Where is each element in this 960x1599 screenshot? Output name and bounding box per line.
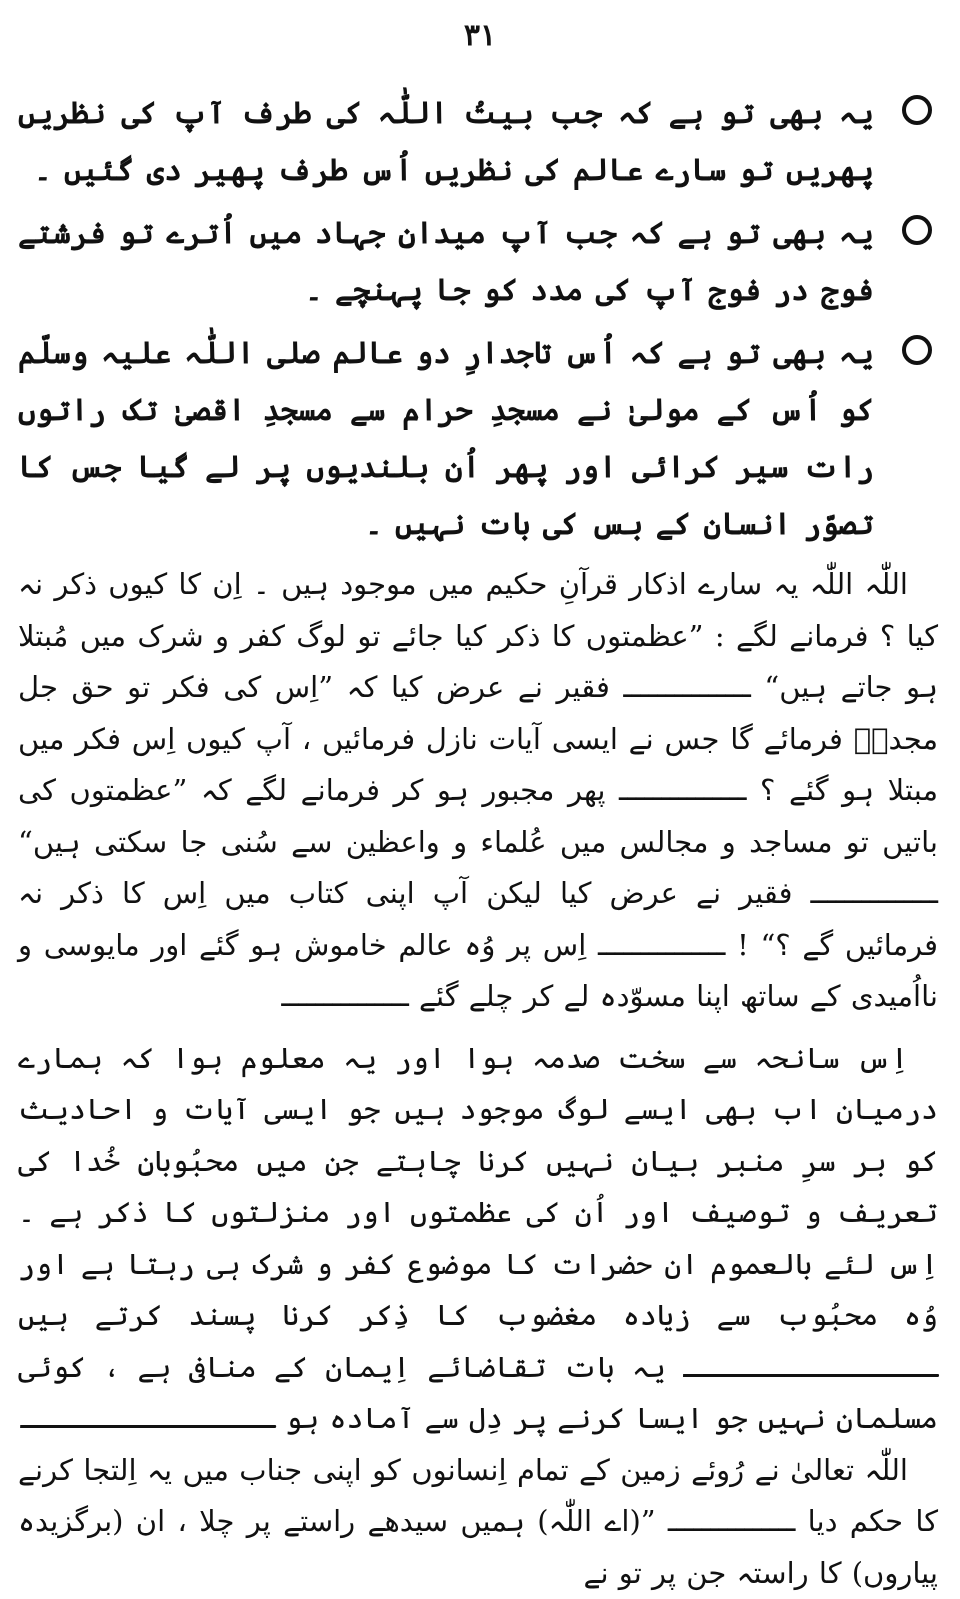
body-paragraph: اللّٰہ اللّٰہ یہ سارے اذکار قرآنِ حکیم میں موجود ہیں ۔ اِن کا کیوں ذکر نہ کیا ؟ فرمانے لگے : ”عظمتوں کا ذکر کیا جائے تو لوگ کفر و شرک میں مُبتلا ہو جاتے ہیں“ ـــــــــــــــ فقیر نے عرض کیا کہ ”اِس کی فکر تو حق جل مجدہٗ فرمائے گا جس نے ایسی آیات نازل فرمائیں ، آپ کیوں اِس فکر میں مبتلا ہو گئے ؟ ـــــــــــــــ پھر مجبور ہو کر فرمانے لگے کہ ”عظمتوں کی باتیں تو مساجد و مجالس میں عُلماء و واعظین سے سُنی جا سکتی ہیں“ ـــــــــــــــ فقیر نے عرض کیا لیکن آپ اپنی کتاب میں اِس کا ذکر نہ فرمائیں گے ؟“ ! ـــــــــــــــ اِس پر وُہ عالم خاموش ہو گئے اور مایوسی و نااُمیدی کے ساتھ اپنا مسوّدہ لے کر چلے گئے ـــــــــــــــ bbox=[18, 567, 938, 1013]
bullet-text: یہ بھی تو ہے کہ جب بیتُ اللّٰہ کی طرف آپ کی نظریں پھریں تو سارے عالم کی نظریں اُس طرف پھیر دی گئیں ۔ bbox=[18, 96, 874, 188]
body-paragraph: اللّٰہ تعالیٰ نے رُوئے زمین کے تمام اِنسانوں کو اپنی جناب میں یہ اِلتجا کرنے کا حکم دیا ـــــــــــــــ ”(اے اللّٰہ) ہمیں سیدھے راستے پر چلا ، ان (برگزیدہ پیاروں) کا راستہ جن پر تو نے bbox=[18, 1452, 938, 1590]
bullet-text: یہ بھی تو ہے کہ اُس تاجدارِ دو عالم صلی اللّٰہ علیہ وسلّم کو اُس کے مولیٰ نے مسجدِ حرام سے مسجدِ اقصیٰ تک راتوں رات سیر کرائی اور پھر اُن بلندیوں پر لے گیا جس کا تصوّر انسان کے بس کی بات نہیں ۔ bbox=[18, 336, 874, 542]
bullet-item bbox=[18, 205, 938, 319]
page-number: ۳۱ bbox=[463, 18, 497, 53]
bullet-text: یہ بھی تو ہے کہ جب آپ میدانِ جہاد میں اُترے تو فرشتے فوج در فوج آپ کی مدد کو جا پہنچے ۔ bbox=[18, 216, 874, 308]
bullet-item bbox=[18, 85, 938, 199]
page-content bbox=[18, 85, 938, 1599]
body-paragraph: اِس سانحہ سے سخت صدمہ ہوا اور یہ معلوم ہوا کہ ہمارے درمیان اب بھی ایسے لوگ موجود ہیں جو ایسی آیات و احادیث کو بر سرِ منبر بیان نہیں کرنا چاہتے جن میں محبُوبانِ خُدا کی تعریف و توصیف اور اُن کی عظمتوں اور منزلتوں کا ذکر ہے ۔ اِس لئے بالعموم ان حضرات کا موضوع کفر و شرک ہی رہتا ہے اور وُہ محبُوب سے زیادہ مغضوب کا ذِکر کرنا پسند کرتے ہیں ـــــــــــــــ یہ بات تقاضائے اِیمان کے منافی ہے ، کوئی مسلمان نہیں جو ایسا کرنے پر دِل سے آمادہ ہو ـــــــــــــــ bbox=[18, 1040, 938, 1435]
bullet-item bbox=[18, 325, 938, 553]
circle-bullet-icon bbox=[902, 335, 932, 365]
circle-bullet-icon bbox=[902, 95, 932, 125]
circle-bullet-icon bbox=[902, 215, 932, 245]
